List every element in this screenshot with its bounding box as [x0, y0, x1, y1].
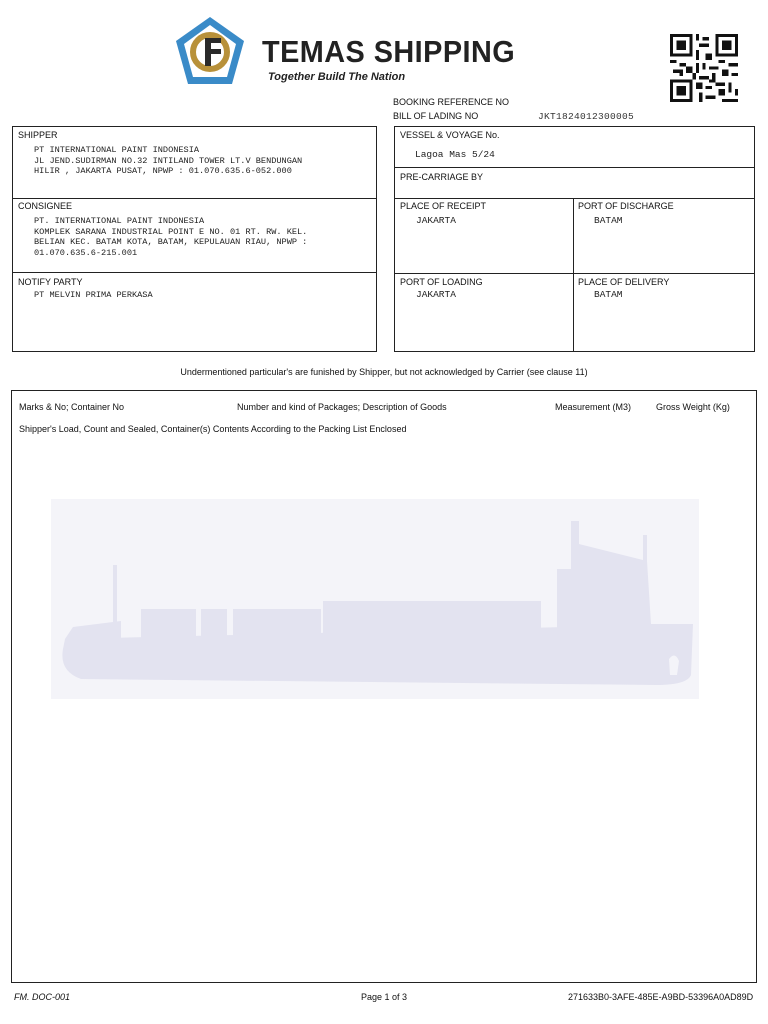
goods-particulars-box: [11, 390, 757, 983]
notify-party-value: PT MELVIN PRIMA PERKASA: [34, 290, 153, 300]
company-name: TEMAS SHIPPING: [262, 34, 516, 69]
divider: [395, 273, 754, 274]
divider: [395, 167, 754, 168]
consignee-value: PT. INTERNATIONAL PAINT INDONESIA KOMPLEK SARANA INDUSTRIAL POINT E NO. 01 RT. RW. KEL. BELIAN KEC. BATAM KOTA, BATAM, KEPULAUAN RIAU, NPWP : 01.070.635.6-215.001: [34, 216, 308, 258]
bill-of-lading-number: JKT1824012300005: [538, 111, 635, 122]
shipper-label: SHIPPER: [18, 130, 58, 140]
packages-column-header: Number and kind of Packages; Description of Goods: [237, 402, 447, 412]
port-of-loading-label: PORT OF LOADING: [400, 277, 483, 287]
company-tagline: Together Build The Nation: [268, 71, 406, 83]
port-of-discharge-value: BATAM: [594, 215, 623, 226]
party-block: [12, 126, 377, 352]
carrier-notice: Undermentioned particular's are funished by Shipper, but not acknowledged by Carrier (see clause 11): [180, 367, 588, 377]
measurement-column-header: Measurement (M3): [555, 402, 632, 412]
divider: [573, 198, 574, 351]
goods-description: Shipper's Load, Count and Sealed, Container(s) Contents According to the Packing List Enclosed: [19, 424, 407, 434]
port-of-discharge-label: PORT OF DISCHARGE: [578, 201, 674, 211]
consignee-label: CONSIGNEE: [18, 201, 73, 211]
qr-code-icon: [670, 34, 738, 102]
form-code: FM. DOC-001: [14, 992, 71, 1002]
place-of-delivery-label: PLACE OF DELIVERY: [578, 277, 670, 287]
marks-column-header: Marks & No; Container No: [19, 402, 125, 412]
vessel-voyage-value: Lagoa Mas 5/24: [415, 149, 495, 160]
place-of-receipt-label: PLACE OF RECEIPT: [400, 201, 487, 211]
place-of-receipt-value: JAKARTA: [416, 215, 456, 226]
booking-reference-label: BOOKING REFERENCE NO: [393, 97, 510, 107]
ship-silhouette-icon: [51, 499, 699, 699]
vessel-voyage-label: VESSEL & VOYAGE No.: [400, 130, 500, 140]
routing-block: [394, 126, 755, 352]
pentagon-logo-icon: [173, 14, 247, 88]
divider: [395, 198, 754, 199]
port-of-loading-value: JAKARTA: [416, 289, 456, 300]
pre-carriage-label: PRE-CARRIAGE BY: [400, 172, 484, 182]
shipper-value: PT INTERNATIONAL PAINT INDONESIA JL JEND.SUDIRMAN NO.32 INTILAND TOWER LT.V BENDUNGAN HILIR , JAKARTA PUSAT, NPWP : 01.070.635.6-052.000: [34, 145, 303, 176]
divider: [13, 198, 376, 199]
gross-weight-column-header: Gross Weight (Kg): [656, 402, 730, 412]
bill-of-lading-label: BILL OF LADING NO: [393, 111, 479, 121]
divider: [13, 272, 376, 273]
document-id: 271633B0-3AFE-485E-A9BD-53396A0AD89D: [568, 992, 754, 1002]
notify-party-label: NOTIFY PARTY: [18, 277, 83, 287]
page-number: Page 1 of 3: [361, 992, 408, 1002]
place-of-delivery-value: BATAM: [594, 289, 623, 300]
